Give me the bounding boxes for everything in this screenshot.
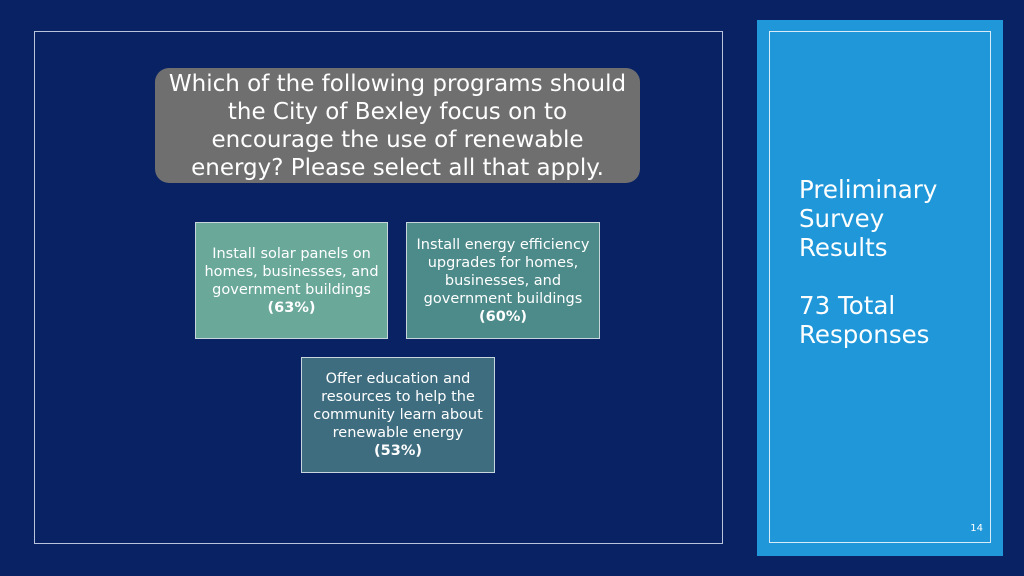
option-text: Install solar panels on homes, businesses, and government buildings (63%) [204,245,379,316]
side-panel-text [799,175,937,349]
side-title-line: Results [799,233,888,262]
total-responses-line: Responses [799,320,930,349]
option-box-efficiency-upgrades [406,222,600,339]
survey-question-text: Which of the following programs should the City of Bexley focus on to encourage the use of renewable energy? Please select all that apply. [168,70,627,181]
page-number: 14 [970,523,983,534]
option-percent: (60%) [479,308,527,325]
spacer [799,262,937,291]
side-title-line: Survey [799,204,885,233]
option-percent: (53%) [374,443,422,459]
option-box-solar-panels [195,222,388,339]
total-responses-line: 73 Total [799,291,896,320]
survey-question [155,68,640,183]
option-text: Offer education and resources to help the community learn about renewable energy (53%) [313,371,483,459]
option-text: Install energy efficiency upgrades for homes, businesses, and government buildings (60%) [416,236,590,325]
side-panel [757,20,1003,556]
option-box-education-resources [301,357,495,473]
side-title-line: Preliminary [799,175,938,204]
option-percent: (63%) [267,299,316,316]
